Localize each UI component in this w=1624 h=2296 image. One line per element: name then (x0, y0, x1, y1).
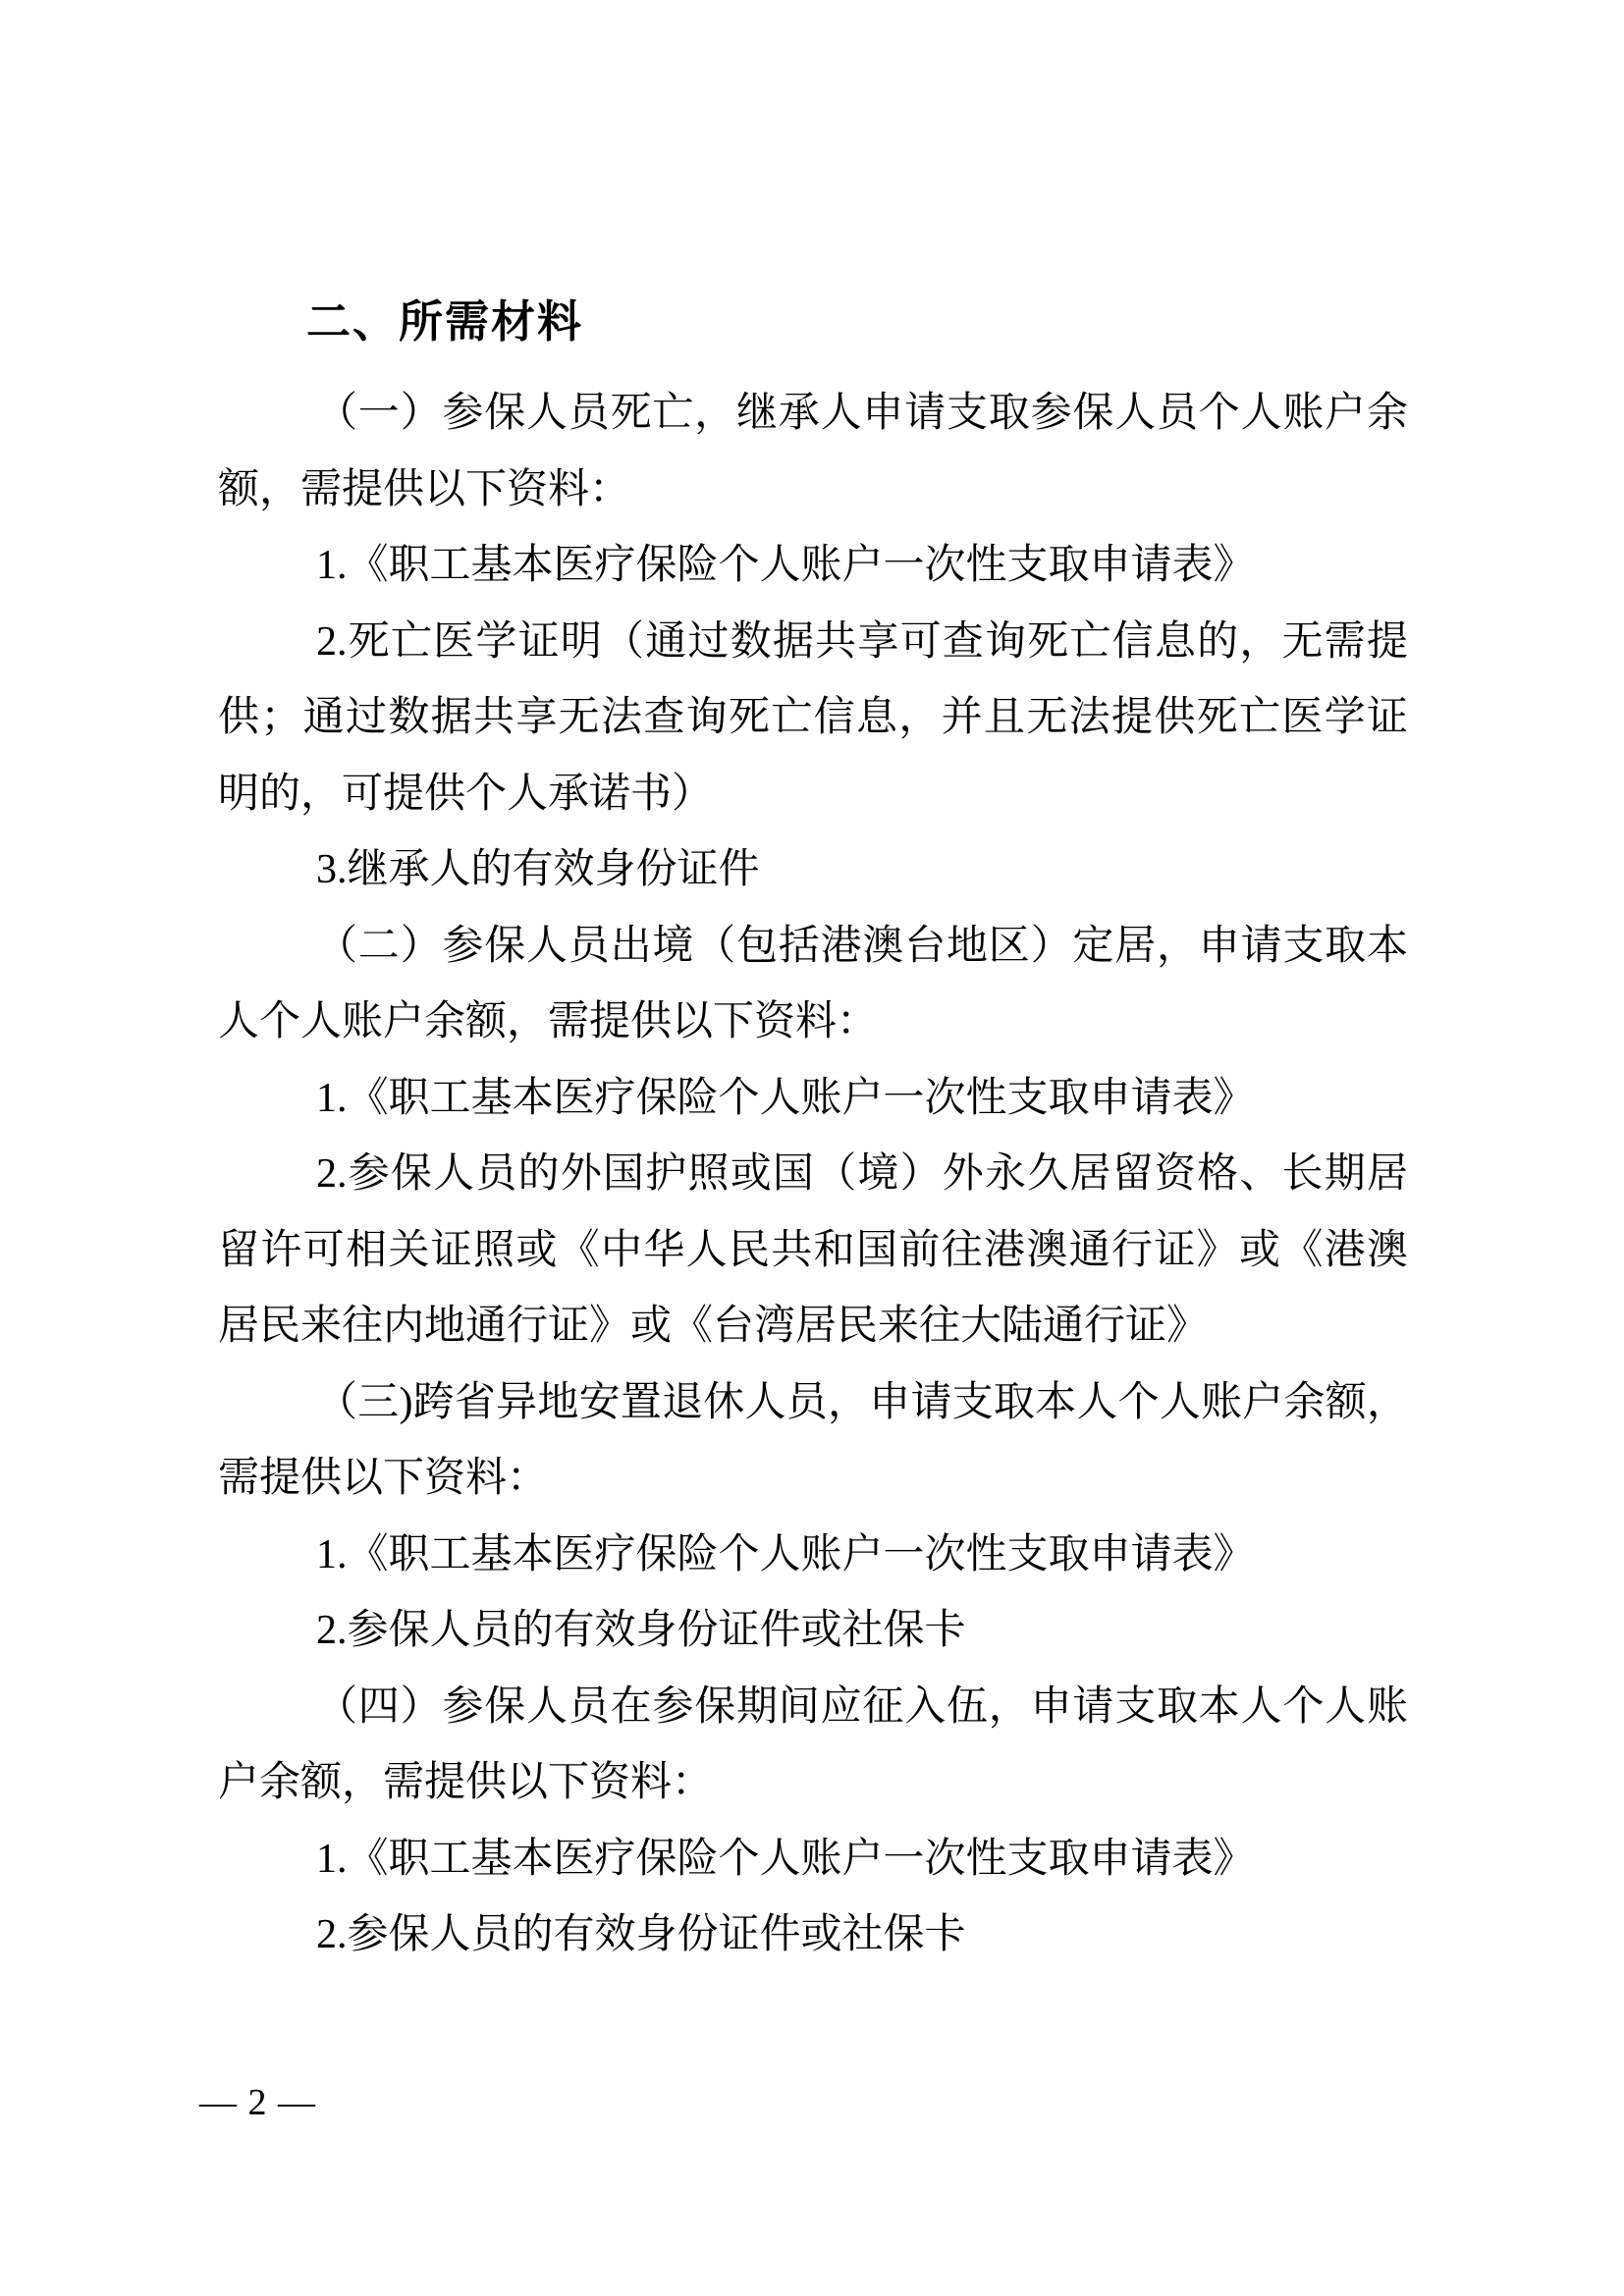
body-line: 2.参保人员的外国护照或国（境）外永久居留资格、长期居 (316, 1151, 1408, 1197)
body-line: 2.参保人员的有效身份证件或社保卡 (316, 1608, 966, 1653)
body-line: 人个人账户余额，需提供以下资料： (218, 999, 879, 1044)
body-line: 1.《职工基本医疗保险个人账户一次性支取申请表》 (316, 1837, 1255, 1882)
page-number: — 2 — (199, 2082, 316, 2123)
body-line: （一）参保人员死亡，继承人申请支取参保人员个人账户余 (316, 391, 1408, 436)
body-line: 1.《职工基本医疗保险个人账户一次性支取申请表》 (316, 1076, 1255, 1121)
body-line: 留许可相关证照或《中华人民共和国前往港澳通行证》或《港澳 (218, 1228, 1408, 1273)
body-line: 1.《职工基本医疗保险个人账户一次性支取申请表》 (316, 543, 1255, 588)
body-line: 居民来往内地通行证》或《台湾居民来往大陆通行证》 (218, 1304, 1209, 1349)
body-line: 户余额，需提供以下资料： (218, 1760, 714, 1805)
body-line: 1.《职工基本医疗保险个人账户一次性支取申请表》 (316, 1532, 1255, 1577)
body-line: 2.死亡医学证明（通过数据共享可查询死亡信息的，无需提 (316, 619, 1408, 665)
body-line: 需提供以下资料： (218, 1456, 549, 1501)
body-line: 明的，可提供个人承诺书） (218, 772, 714, 817)
body-line: 2.参保人员的有效身份证件或社保卡 (316, 1912, 966, 1957)
body-line: （二）参保人员出境（包括港澳台地区）定居，申请支取本 (316, 924, 1408, 969)
section-heading: 二、所需材料 (306, 296, 584, 347)
body-line: （四）参保人员在参保期间应征入伍，申请支取本人个人账 (316, 1684, 1408, 1730)
body-line: 供；通过数据共享无法查询死亡信息，并且无法提供死亡医学证 (218, 695, 1408, 740)
body-line: 3.继承人的有效身份证件 (316, 847, 760, 892)
body-line: 额，需提供以下资料： (218, 467, 631, 512)
body-line: （三)跨省异地安置退休人员，申请支取本人个人账户余额， (316, 1380, 1408, 1425)
